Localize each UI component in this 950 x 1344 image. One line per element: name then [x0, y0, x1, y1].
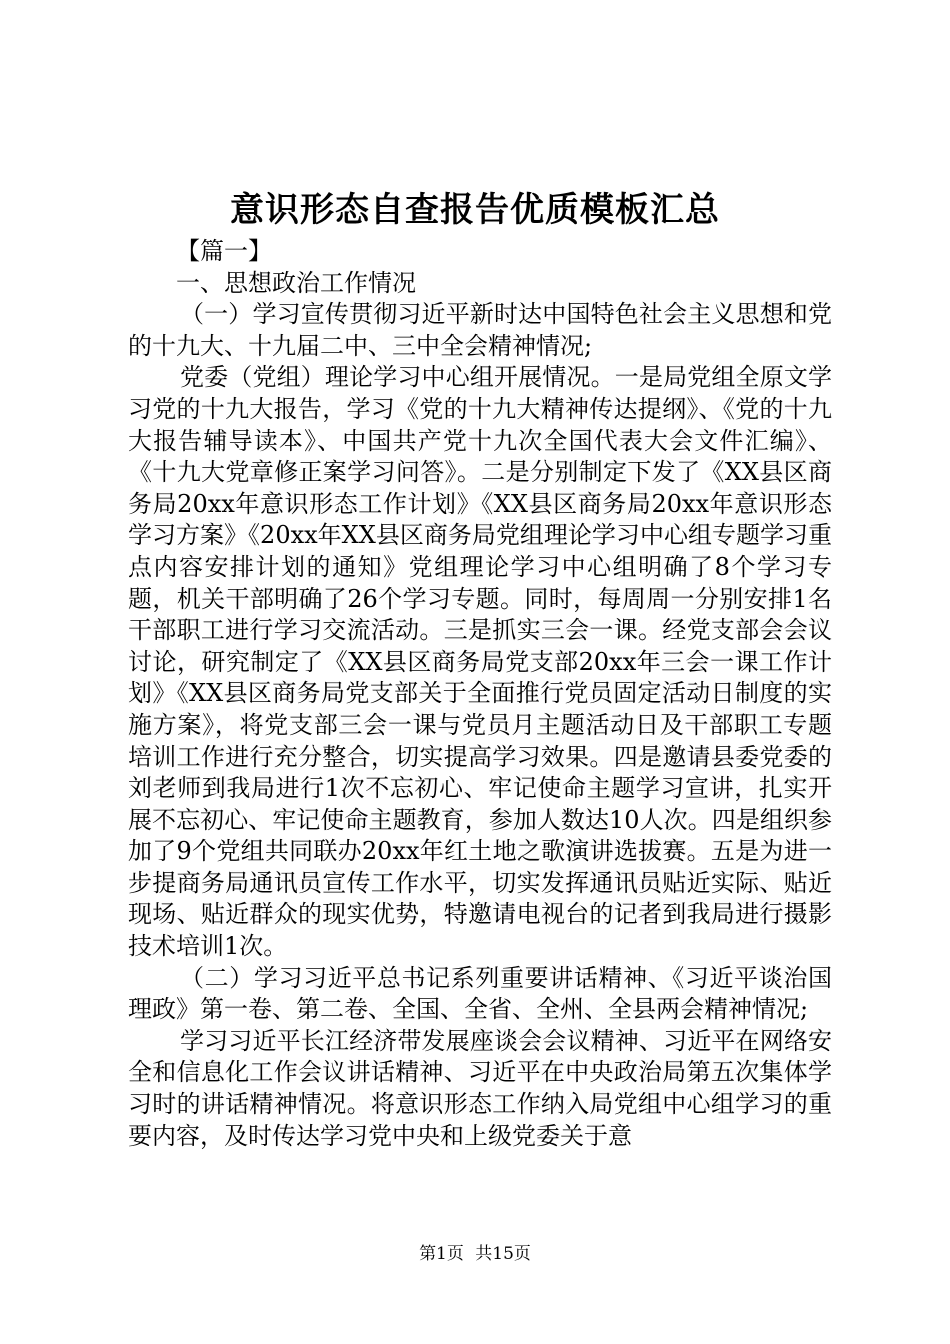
page-footer	[0, 1242, 950, 1266]
document-title: 意识形态自查报告优质模板汇总	[230, 190, 720, 230]
paragraph: （一）学习宣传贯彻习近平新时达中国特色社会主义思想和党的十九大、十九届二中、三中全会精神情况;	[128, 300, 832, 360]
page-number: 第1页	[419, 1244, 464, 1264]
section-heading: 一、思想政治工作情况	[176, 268, 416, 297]
paragraph: （二）学习习近平总书记系列重要讲话精神、《习近平谈治国理政》第一卷、第二卷、全国、全省、全州、全县两会精神情况;	[128, 963, 832, 1024]
page-total: 共15页	[475, 1244, 531, 1264]
document-body	[128, 236, 832, 1152]
section-marker: 【篇一】	[176, 237, 272, 265]
paragraph: 学习习近平长江经济带发展座谈会会议精神、习近平在网络安全和信息化工作会议讲话精神、习近平在中央政治局第五次集体学习时的讲话精神情况。将意识形态工作纳入局党组中心组学习的重要内容，及时传达学习党中央和上级党委关于意	[128, 1026, 832, 1150]
paragraph: 党委（党组）理论学习中心组开展情况。一是局党组全原文学习党的十九大报告，学习《党的十九大精神传达提纲》、《党的十九大报告辅导读本》、中国共产党十九次全国代表大会文件汇编》、《十九大党章修正案学习问答》。二是分别制定下发了《XX县区商务局20xx年意识形态工作计划》《XX县区商务局20xx年意识形态学习方案》《20xx年XX县区商务局党组理论学习中心组专题学习重点内容安排计划的通知》党组理论学习中心组明确了8个学习专题，机关干部明确了26个学习专题。同时，每周周一分别安排1名干部职工进行学习交流活动。三是抓实三会一课。经党支部会会议讨论，研究制定了《XX县区商务局党支部20xx年三会一课工作计划》《XX县区商务局党支部关于全面推行党员固定活动日制度的实施方案》，将党支部三会一课与党员月主题活动日及干部职工专题培训工作进行充分整合，切实提高学习效果。四是邀请县委党委的刘老师到我局进行1次不忘初心、牢记使命主题学习宣讲，扎实开展不忘初心、牢记使命主题教育，参加人数达10人次。四是组织参加了9个党组共同联办20xx年红土地之歌演讲选拔赛。五是为进一步提商务局通讯员宣传工作水平，切实发挥通讯员贴近实际、贴近现场、贴近群众的现实优势，特邀请电视台的记者到我局进行摄影技术培训1次。	[128, 363, 832, 961]
